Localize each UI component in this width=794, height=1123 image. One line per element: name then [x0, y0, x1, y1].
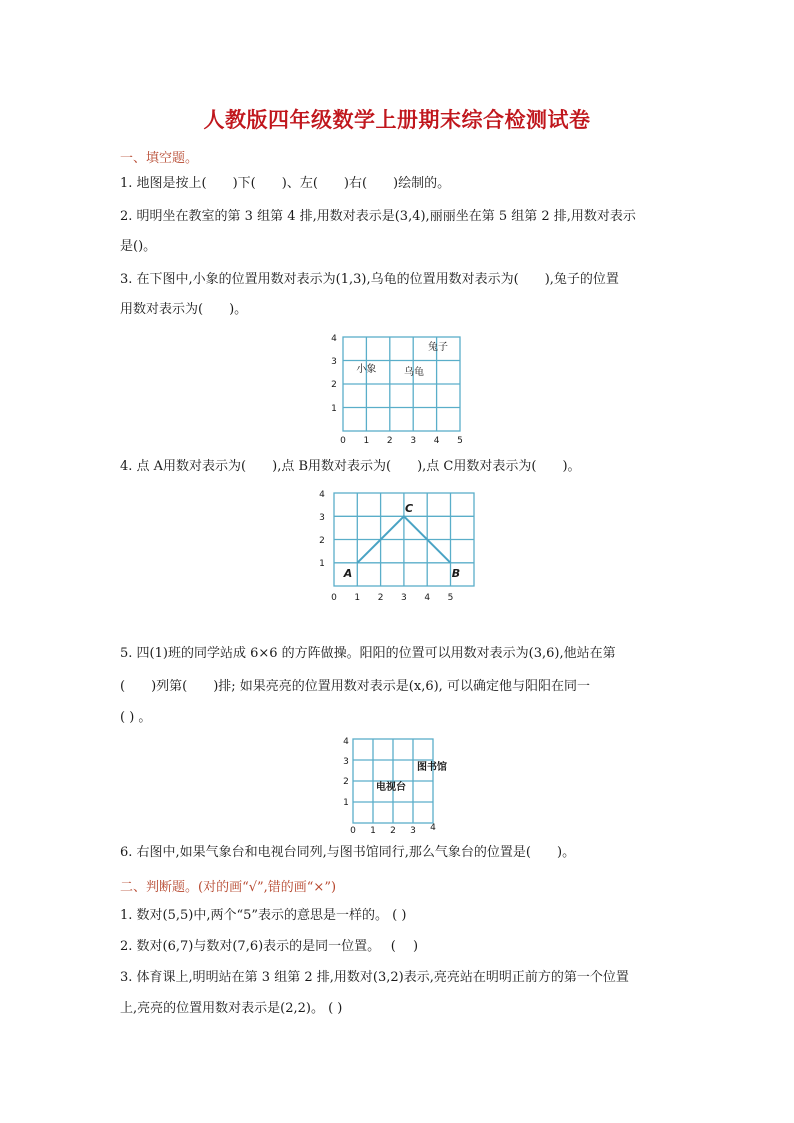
page-title: 人教版四年级数学上册期末综合检测试卷 — [203, 107, 591, 132]
x-tick: 4 — [433, 436, 440, 446]
question-1-5-line1: 5. 四(1)班的同学站成 6×6 的方阵做操。阳阳的位置可以用数对表示为(3,6),他站在第 — [120, 646, 616, 661]
y-tick: 3 — [343, 757, 349, 767]
point-a-label: A — [343, 567, 353, 580]
x-tick: 0 — [350, 826, 356, 836]
x-tick: 3 — [410, 826, 416, 836]
tv-station-label: 电视台 — [376, 782, 406, 793]
y-tick: 2 — [331, 380, 337, 390]
y-tick: 3 — [331, 357, 337, 367]
x-tick: 3 — [401, 593, 407, 603]
point-b-label: B — [451, 567, 461, 580]
section-true-false-heading: 二、判断题。(对的画“√”,错的画“×”) — [120, 880, 337, 895]
question-1-4: 4. 点 A用数对表示为( ),点 B用数对表示为( ),点 C用数对表示为( )。 — [120, 459, 581, 474]
question-1-2-line1: 2. 明明坐在教室的第 3 组第 4 排,用数对表示是(3,4),丽丽坐在第 5 组第 2 排,用数对表示 — [120, 209, 636, 224]
x-tick: 1 — [363, 436, 370, 446]
question-2-2: 2. 数对(6,7)与数对(7,6)表示的是同一位置。 ( ) — [120, 939, 419, 954]
y-tick: 1 — [343, 798, 349, 808]
y-tick: 2 — [319, 536, 325, 546]
y-tick: 4 — [343, 737, 349, 747]
x-tick: 4 — [424, 593, 431, 603]
x-tick: 1 — [354, 593, 361, 603]
x-tick: 0 — [340, 436, 346, 446]
x-tick: 2 — [390, 826, 396, 836]
y-tick: 1 — [319, 559, 325, 569]
question-2-1: 1. 数对(5,5)中,两个“5”表示的意思是一样的。 ( ) — [120, 908, 407, 923]
question-1-6: 6. 右图中,如果气象台和电视台同列,与图书馆同行,那么气象台的位置是( )。 — [120, 845, 576, 860]
y-tick: 2 — [343, 777, 349, 787]
x-tick: 1 — [370, 826, 376, 836]
y-tick: 3 — [319, 513, 325, 523]
question-1-3-line1: 3. 在下图中,小象的位置用数对表示为(1,3),乌龟的位置用数对表示为( ),兔子的位置 — [120, 272, 619, 287]
x-tick: 5 — [447, 593, 454, 603]
grid-lines — [353, 739, 433, 823]
x-tick: 2 — [386, 436, 393, 446]
x-tick: 5 — [457, 436, 463, 446]
turtle-label: 乌龟 — [404, 367, 424, 378]
rabbit-label: 兔子 — [428, 342, 448, 353]
library-label: 图书馆 — [417, 762, 447, 773]
point-c-label: C — [404, 502, 414, 515]
question-2-3-line2: 上,亮亮的位置用数对表示是(2,2)。 ( ) — [120, 1001, 343, 1016]
question-1-3-line2: 用数对表示为( )。 — [120, 302, 248, 317]
triangle-grid — [319, 488, 490, 608]
x-tick: 0 — [331, 593, 337, 603]
library-grid — [335, 735, 465, 840]
question-1-5-line2: ( )列第( )排; 如果亮亮的位置用数对表示是(x,6), 可以确定他与阳阳在同一 — [120, 679, 590, 694]
section-fill-blank-heading: 一、填空题。 — [120, 151, 199, 166]
x-tick: 4 — [430, 823, 436, 833]
y-tick: 1 — [331, 404, 337, 414]
y-tick: 4 — [331, 334, 337, 344]
question-1-5-line3: ( ) 。 — [120, 710, 152, 725]
question-2-3-line1: 3. 体育课上,明明站在第 3 组第 2 排,用数对(3,2)表示,亮亮站在明明正前方的第一个位置 — [120, 970, 629, 985]
x-tick: 2 — [377, 593, 384, 603]
y-tick: 4 — [319, 490, 325, 500]
elephant-label: 小象 — [356, 364, 377, 375]
question-1-2-line2: 是()。 — [120, 239, 157, 254]
x-tick: 3 — [410, 436, 417, 446]
question-1-1: 1. 地图是按上( )下( )、左( )右( )绘制的。 — [120, 176, 451, 191]
animal-position-grid — [320, 330, 480, 450]
